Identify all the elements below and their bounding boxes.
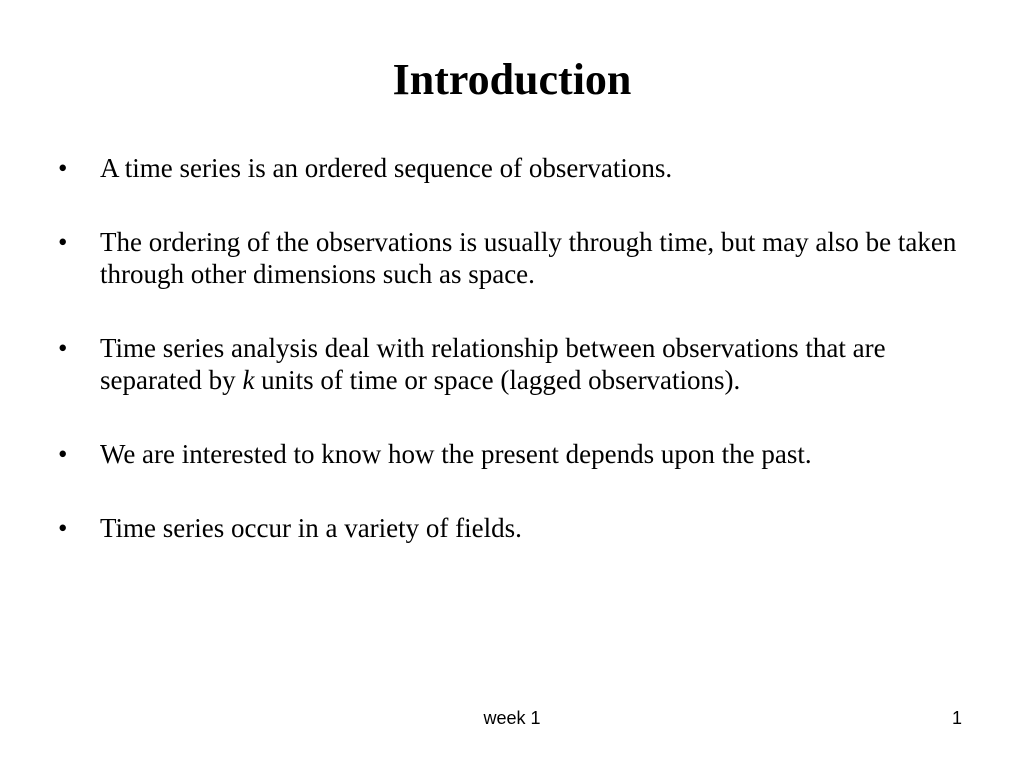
bullet-text: We are interested to know how the present depends upon the past. <box>100 439 812 469</box>
bullet-item <box>58 152 958 184</box>
slide-title: Introduction <box>392 55 632 104</box>
bullet-dot-icon: • <box>58 227 68 257</box>
bullet-item <box>58 332 958 396</box>
bullet-text-part: Time series analysis deal with relationship between observations that are separated by <box>100 333 886 395</box>
bullet-item <box>58 438 958 470</box>
bullet-text: A time series is an ordered sequence of observations. <box>100 153 673 183</box>
bullet-dot-icon: • <box>58 153 68 183</box>
bullet-dot-icon: • <box>58 333 68 363</box>
bullet-dot-icon: • <box>58 513 68 543</box>
bullet-dot-icon: • <box>58 439 68 469</box>
bullet-list <box>58 152 958 586</box>
bullet-text: Time series occur in a variety of fields. <box>100 513 522 543</box>
bullet-item <box>58 512 958 544</box>
bullet-item <box>58 226 958 290</box>
footer-label: week 1 <box>483 708 541 728</box>
bullet-text-italic: k <box>242 365 255 395</box>
bullet-text: The ordering of the observations is usually through time, but may also be taken through other dimensions such as space. <box>100 227 957 289</box>
bullet-text <box>100 333 886 395</box>
bullet-text-part: units of time or space (lagged observations). <box>254 365 741 395</box>
page-number: 1 <box>951 708 962 728</box>
